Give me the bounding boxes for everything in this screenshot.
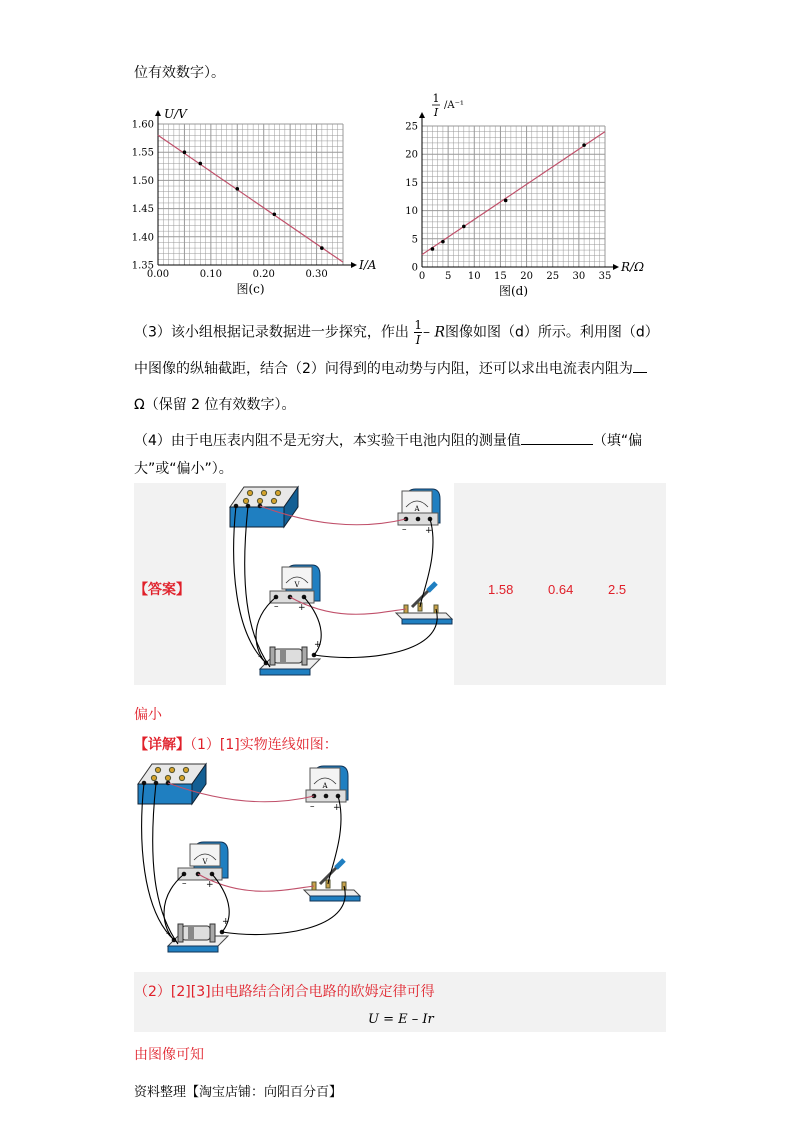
- knob: [275, 490, 280, 495]
- circuit-diagram-answer: [226, 483, 454, 685]
- knob: [169, 767, 174, 772]
- frac-num: 1: [414, 318, 422, 332]
- frac-r: – R: [423, 324, 445, 341]
- battery-clip: [302, 647, 307, 665]
- answer-last: 偏小: [134, 707, 162, 723]
- blank-underline: [521, 430, 593, 445]
- y-tick-label: 1.45: [131, 204, 154, 216]
- plus-sign: +: [298, 603, 306, 613]
- knob: [261, 490, 266, 495]
- chart-caption: 图(d): [498, 284, 529, 298]
- x-axis-arrow: [613, 264, 619, 270]
- battery-clip: [178, 924, 183, 942]
- knob: [271, 498, 276, 503]
- x-tick-label: 0.10: [199, 269, 222, 280]
- knob: [151, 775, 156, 780]
- q3-line2: [134, 358, 647, 379]
- switch-base-front: [310, 896, 360, 901]
- data-point: [582, 143, 586, 147]
- intro-tail: 位有效数字）。: [134, 65, 225, 81]
- q4-pre: （4）由于电压表内阻不是无穷大，本实验干电池内阻的测量值: [134, 433, 521, 449]
- knob: [243, 498, 248, 503]
- y-tick-label: 15: [405, 177, 418, 189]
- minus-sign: –: [310, 802, 315, 812]
- knob: [183, 767, 188, 772]
- y-axis-label-num: 1: [432, 92, 440, 105]
- detail-2: （2）[2][3]由电路结合闭合电路的欧姆定律可得: [134, 984, 435, 1000]
- knob: [247, 490, 252, 495]
- footer: 资料整理【淘宝店铺：向阳百分百】: [134, 1085, 343, 1100]
- chart-d: [402, 90, 662, 298]
- blank-underline: [633, 358, 647, 373]
- plus-sign: +: [206, 880, 214, 890]
- y-tick-label: 5: [411, 234, 418, 246]
- y-tick-label: 1.50: [131, 175, 154, 187]
- data-point: [183, 150, 187, 154]
- battery-cell: [182, 926, 210, 940]
- x-axis-arrow: [351, 262, 357, 268]
- detail-3: 由图像可知: [134, 1047, 204, 1063]
- switch-base-top: [304, 890, 360, 896]
- x-axis-label: R/Ω: [621, 260, 645, 274]
- x-tick-label: 0: [418, 271, 426, 282]
- y-axis-arrow: [155, 110, 161, 116]
- plus-sign: +: [222, 917, 230, 927]
- x-tick-label: 20: [520, 271, 533, 282]
- y-axis-label-den: I: [433, 106, 439, 119]
- answer-2: 0.64: [548, 582, 574, 597]
- plus-sign: +: [425, 526, 433, 536]
- detail-label: 【详解】: [134, 737, 190, 753]
- minus-sign: –: [402, 525, 407, 535]
- battery-clip: [210, 924, 215, 942]
- fit-line: [158, 135, 343, 262]
- battery-base-front: [260, 669, 310, 675]
- resistance-box-front: [138, 784, 192, 804]
- detail-line1: [134, 735, 338, 755]
- data-point: [320, 246, 324, 250]
- ammeter-label: A: [414, 505, 420, 513]
- y-tick-label: 20: [405, 149, 418, 161]
- q4-post: （填“偏: [592, 433, 643, 449]
- y-tick-label: 0: [411, 262, 418, 274]
- voltmeter-label: V: [202, 858, 208, 866]
- circuit-diagram-detail: [134, 760, 358, 960]
- knob: [257, 498, 262, 503]
- equation: U = E – Ir: [368, 1012, 434, 1027]
- battery-base-front: [168, 946, 218, 952]
- data-point: [198, 162, 202, 166]
- y-axis-label-unit: /A⁻¹: [444, 100, 464, 111]
- knob: [179, 775, 184, 780]
- y-tick-label: 1.40: [131, 232, 154, 244]
- data-point: [431, 247, 435, 251]
- minus-sign: –: [166, 929, 171, 939]
- knob: [165, 775, 170, 780]
- q3-line1: [134, 318, 659, 347]
- x-tick-label: 25: [546, 271, 560, 282]
- chart-c: [130, 90, 377, 296]
- y-axis-arrow: [419, 112, 425, 118]
- answer-3: 2.5: [608, 582, 627, 597]
- x-tick-label: 35: [598, 271, 612, 282]
- battery-cell: [274, 649, 302, 663]
- y-tick-label: 10: [405, 206, 418, 218]
- switch-base-front: [402, 619, 452, 624]
- x-tick-label: 5: [444, 271, 452, 282]
- knob: [155, 767, 160, 772]
- x-tick-label: 30: [572, 271, 586, 282]
- x-axis-label: I/A: [359, 258, 377, 272]
- resistance-box-front: [230, 507, 284, 527]
- battery-band: [188, 926, 194, 940]
- q4-line2: 大”或“偏小”）。: [134, 461, 233, 477]
- x-tick-label: 0.20: [252, 269, 275, 280]
- q3-post: 图像如图（d）所示。利用图（d）: [445, 324, 659, 341]
- data-point: [441, 240, 445, 244]
- data-point: [272, 212, 276, 216]
- y-tick-label: 1.55: [131, 147, 154, 159]
- q3-line2-text: 中图像的纵轴截距，结合（2）问得到的电动势与内阻，还可以求出电流表内阻为: [134, 361, 633, 377]
- fit-line: [422, 132, 605, 255]
- plus-sign: +: [314, 640, 322, 650]
- answer-label: 【答案】: [134, 582, 190, 598]
- minus-sign: –: [274, 602, 279, 612]
- q3-line3: Ω（保留 2 位有效数字）。: [134, 397, 296, 413]
- ammeter-label: A: [322, 782, 328, 790]
- switch-base-top: [396, 613, 452, 619]
- voltmeter-label: V: [294, 581, 300, 589]
- terminal: [324, 794, 329, 799]
- battery-clip: [270, 647, 275, 665]
- q4-line1: [134, 430, 642, 451]
- answer-1: 1.58: [488, 582, 514, 597]
- y-tick-label: 1.35: [131, 260, 154, 272]
- x-tick-label: 0.00: [146, 269, 170, 280]
- minus-sign: –: [258, 652, 263, 662]
- y-tick-label: 25: [405, 121, 418, 133]
- q3-pre: （3）该小组根据记录数据进一步探究，作出: [134, 324, 409, 341]
- data-point: [235, 187, 239, 191]
- data-point: [462, 225, 466, 229]
- y-tick-label: 1.60: [131, 119, 154, 131]
- detail-1: （1）[1]实物连线如图：: [190, 737, 338, 753]
- plus-sign: +: [333, 803, 341, 813]
- x-tick-label: 15: [494, 271, 507, 282]
- y-axis-label: U/V: [164, 107, 187, 121]
- chart-caption: 图(c): [236, 282, 265, 296]
- frac-den: I: [415, 333, 421, 347]
- battery-band: [280, 649, 286, 663]
- minus-sign: –: [182, 879, 187, 889]
- fraction: [414, 318, 422, 347]
- x-tick-label: 0.30: [305, 269, 328, 280]
- terminal: [416, 517, 421, 522]
- x-tick-label: 10: [467, 271, 481, 282]
- data-point: [504, 199, 508, 203]
